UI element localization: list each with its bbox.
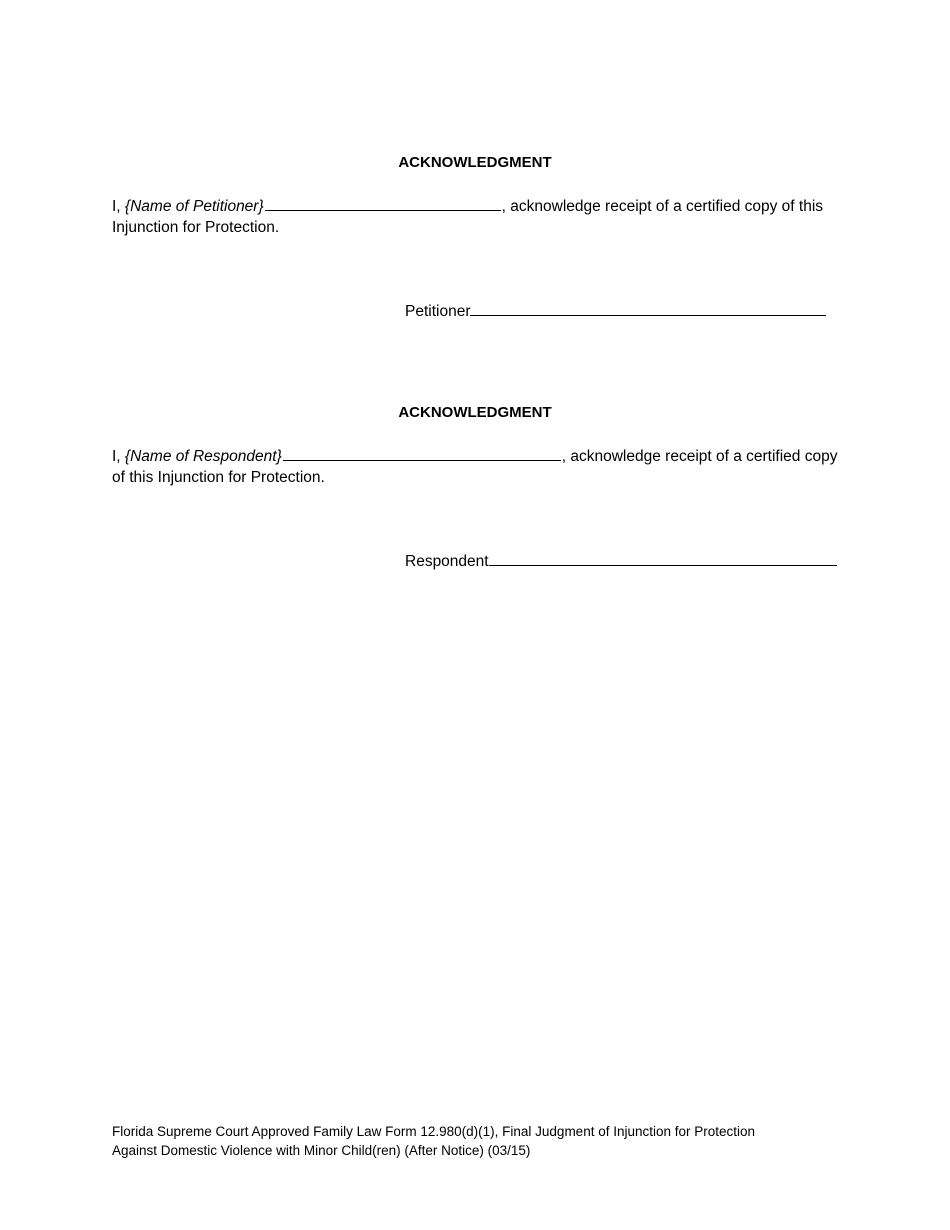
respondent-signature-field[interactable] [489, 550, 837, 566]
footer-line-2: Against Domestic Violence with Minor Child(ren) (After Notice) (03/15) [112, 1143, 531, 1158]
petitioner-signature-label: Petitioner [405, 303, 471, 320]
footer-line-1: Florida Supreme Court Approved Family Law Form 12.980(d)(1), Final Judgment of Injunction for Protection [112, 1124, 756, 1139]
petitioner-ack-suffix: , acknowledge receipt of a certified copy of this Injunction for Protection. [112, 198, 824, 236]
petitioner-name-placeholder: {Name of Petitioner} [124, 198, 264, 215]
respondent-signature-label: Respondent [405, 553, 489, 570]
respondent-ack-suffix: , acknowledge receipt of a certified copy of this Injunction for Protection. [112, 448, 838, 486]
petitioner-signature-field[interactable] [470, 300, 826, 316]
form-footer [112, 1122, 832, 1160]
respondent-ack-prefix: I, [112, 448, 125, 465]
respondent-acknowledgment-text [112, 445, 842, 488]
petitioner-name-field[interactable] [265, 195, 501, 211]
respondent-signature-line [405, 550, 838, 572]
respondent-name-field[interactable] [283, 445, 561, 461]
petitioner-ack-prefix: I, [112, 198, 125, 215]
respondent-acknowledgment-heading: ACKNOWLEDGMENT [398, 404, 552, 421]
petitioner-acknowledgment-text [112, 195, 842, 238]
petitioner-signature-line [405, 300, 827, 322]
respondent-name-placeholder: {Name of Respondent} [124, 448, 282, 465]
petitioner-acknowledgment-heading: ACKNOWLEDGMENT [398, 154, 552, 171]
